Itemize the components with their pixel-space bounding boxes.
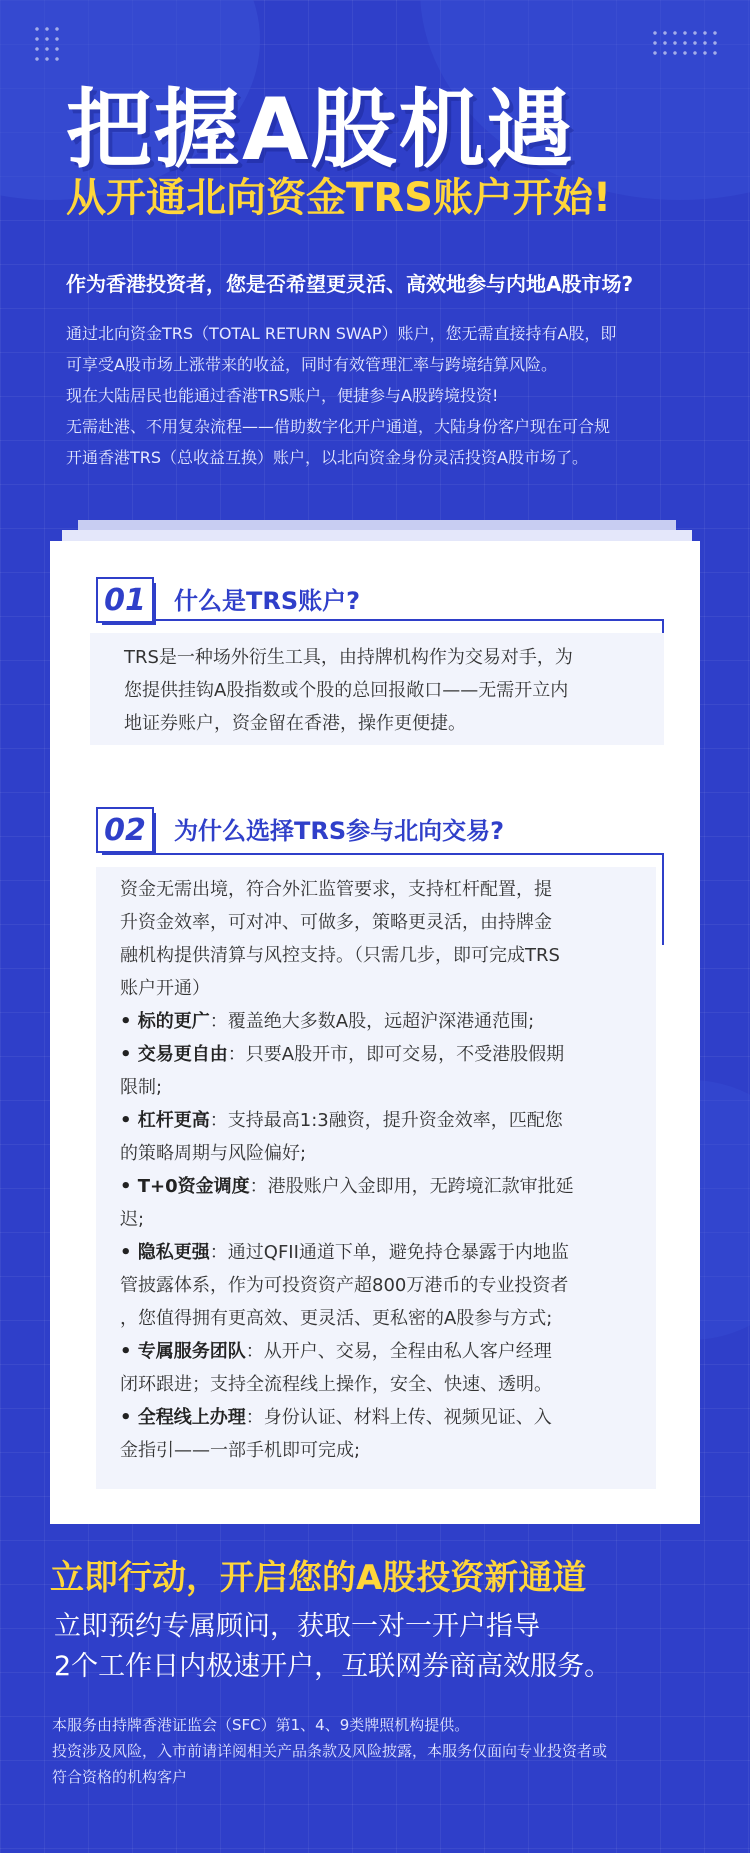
feature-text: ：从开户、交易，全程由私人客户经理	[245, 1341, 552, 1362]
dot-pattern-decoration	[650, 28, 720, 58]
feature-text: ：支持最高1:3融资，提升资金效率，匹配您	[209, 1110, 563, 1131]
feature-text: 管披露体系，作为可投资资产超800万港币的专业投资者	[120, 1275, 569, 1296]
feature-text: ：港股账户入金即用，无跨境汇款审批延	[249, 1176, 574, 1197]
feature-text: ：通过QFII通道下单，避免持仓暴露于内地监	[209, 1242, 569, 1263]
section-1-line: 您提供挂钩A股指数或个股的总回报敞口——无需开立内	[124, 680, 569, 701]
feature-label: • 专属服务团队	[120, 1341, 246, 1362]
feature-text: 金指引——一部手机即可完成;	[120, 1440, 361, 1461]
feature-label: • 杠杆更高	[120, 1110, 210, 1131]
feature-bullet	[120, 1005, 648, 1038]
section-2-line: 资金无需出境，符合外汇监管要求，支持杠杆配置，提	[120, 879, 552, 900]
section-1-line: TRS是一种场外衍生工具，由持牌机构作为交易对手，为	[124, 647, 573, 668]
disclaimer-line: 投资涉及风险，入市前请详阅相关产品条款及风险披露，本服务仅面向专业投资者或	[52, 1742, 608, 1760]
disclaimer-line: 本服务由持牌香港证监会（SFC）第1、4、9类牌照机构提供。	[52, 1716, 470, 1734]
intro-line: 现在大陆居民也能通过香港TRS账户，便捷参与A股跨境投资!	[66, 386, 499, 405]
cta-title: 立即行动，开启您的A股投资新通道	[50, 1558, 587, 1598]
section-2-underline	[154, 853, 664, 855]
feature-label: • 标的更广	[120, 1011, 210, 1032]
feature-bullet	[120, 1104, 648, 1170]
feature-text: 迟;	[120, 1209, 145, 1230]
cta-line: 2个工作日内极速开户，互联网券商高效服务。	[54, 1651, 612, 1682]
feature-bullet	[120, 1170, 648, 1236]
section-1-line: 地证券账户，资金留在香港，操作更便捷。	[124, 713, 466, 734]
intro-line: 无需赴港、不用复杂流程——借助数字化开户通道，大陆身份客户现在可合规	[66, 417, 611, 436]
section-2-side-line	[662, 853, 664, 945]
feature-text: 限制;	[120, 1077, 163, 1098]
hero-title: 把握A股机遇	[66, 80, 575, 180]
hero-subtitle: 从开通北向资金TRS账户开始!	[66, 175, 612, 221]
section-2-line: 升资金效率，可对冲、可做多，策略更灵活，由持牌金	[120, 912, 552, 933]
feature-label: • 交易更自由	[120, 1044, 228, 1065]
feature-label: • 隐私更强	[120, 1242, 210, 1263]
feature-bullet	[120, 1038, 648, 1104]
feature-text: 的策略周期与风险偏好;	[120, 1143, 307, 1164]
feature-bullet	[120, 1236, 648, 1335]
feature-bullet	[120, 1335, 648, 1401]
dot-pattern-decoration	[32, 24, 62, 64]
feature-text: ，您值得拥有更高效、更灵活、更私密的A股参与方式;	[120, 1308, 553, 1329]
intro-question: 作为香港投资者，您是否希望更灵活、高效地参与内地A股市场?	[66, 272, 634, 296]
section-1-body	[90, 633, 664, 745]
section-1-title: 什么是TRS账户?	[174, 587, 361, 615]
feature-text: 闭环跟进；支持全流程线上操作，安全、快速、透明。	[120, 1374, 552, 1395]
intro-paragraph	[66, 318, 706, 473]
section-2-line: 账户开通）	[120, 978, 210, 999]
section-1-underline	[154, 619, 664, 621]
feature-label: • 全程线上办理	[120, 1407, 246, 1428]
section-2-number: 02	[96, 807, 154, 853]
section-2-line: 融机构提供清算与风控支持。（只需几步，即可完成TRS	[120, 945, 560, 966]
feature-text: ：覆盖绝大多数A股，远超沪深港通范围;	[209, 1011, 535, 1032]
feature-text: ：只要A股开市，即可交易，不受港股假期	[227, 1044, 565, 1065]
feature-bullet	[120, 1401, 648, 1467]
section-2-title: 为什么选择TRS参与北向交易?	[174, 817, 505, 845]
info-card	[50, 541, 700, 1524]
intro-line: 可享受A股市场上涨带来的收益，同时有效管理汇率与跨境结算风险。	[66, 355, 557, 374]
cta-line: 立即预约专属顾问，获取一对一开户指导	[54, 1611, 540, 1642]
section-1-number: 01	[96, 577, 154, 623]
feature-text: ：身份认证、材料上传、视频见证、入	[245, 1407, 552, 1428]
intro-line: 通过北向资金TRS（TOTAL RETURN SWAP）账户，您无需直接持有A股，即	[66, 324, 617, 343]
disclaimer-line: 符合资格的机构客户	[52, 1768, 188, 1786]
section-2-body	[96, 867, 656, 1489]
disclaimer	[52, 1712, 692, 1790]
feature-label: • T+0资金调度	[120, 1176, 250, 1197]
intro-line: 开通香港TRS（总收益互换）账户，以北向资金身份灵活投资A股市场了。	[66, 448, 588, 467]
